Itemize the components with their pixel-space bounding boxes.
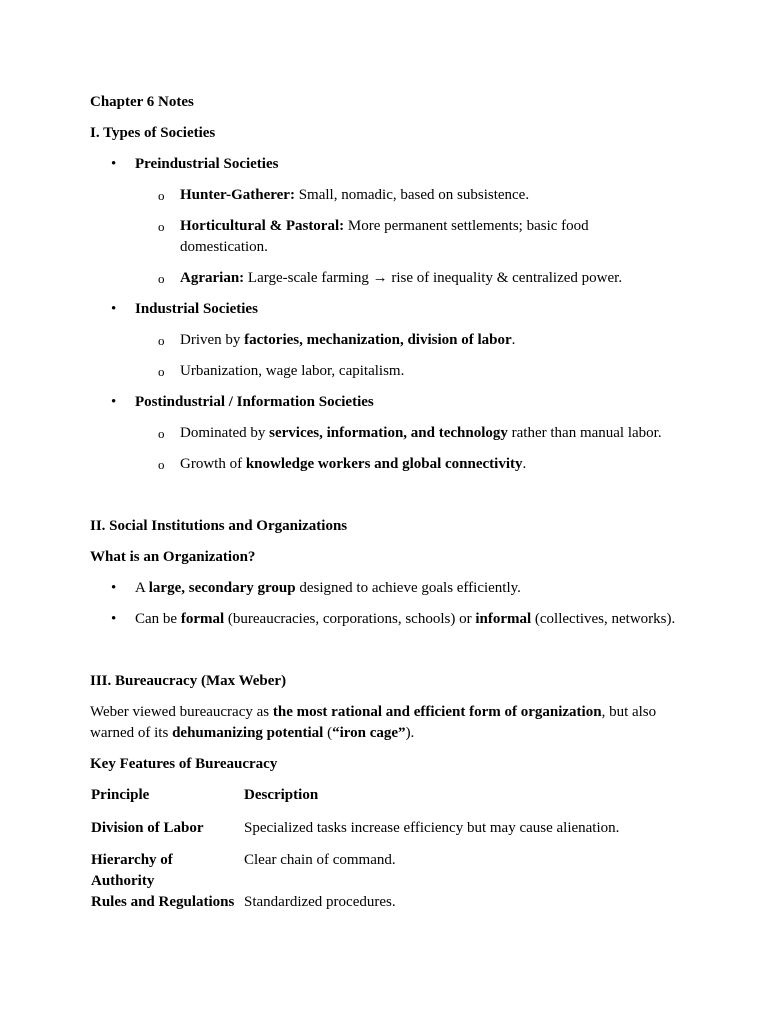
sub-item-agrarian [90, 268, 680, 289]
agrarian-label: Agrarian: [180, 270, 245, 286]
industrial-title: Industrial Societies [135, 301, 258, 317]
urbanization-text: Urbanization, wage labor, capitalism. [180, 363, 405, 379]
table-header-description: Description [244, 787, 319, 803]
weber-p6: “iron cage” [332, 725, 406, 741]
weber-p2: the most rational and efficient form of organization [272, 704, 602, 720]
section-3-heading: III. Bureaucracy (Max Weber) [90, 673, 287, 689]
org-i2d: informal [475, 611, 532, 627]
post-a1: Dominated by [180, 425, 270, 441]
sub-item-horticultural [90, 216, 680, 258]
table-cell-principle: Hierarchy of Authority [91, 852, 173, 889]
sub-item-services [90, 423, 680, 444]
key-features-heading: Key Features of Bureaucracy [90, 756, 278, 772]
weber-p1: Weber viewed bureaucracy as [90, 704, 273, 720]
sub-item-knowledge-workers [90, 454, 680, 475]
org-i2c: (bureaucracies, corporations, schools) or [224, 611, 476, 627]
bullet-icon: • [111, 301, 117, 317]
list-item-organization-types [90, 609, 680, 630]
table-row [90, 850, 678, 892]
table-row [90, 818, 678, 851]
industrial-a1: Driven by [180, 332, 245, 348]
hunter-gatherer-label: Hunter-Gatherer: [180, 187, 295, 203]
sub-item-urbanization [90, 361, 680, 382]
org-i1c: designed to achieve goals efficiently. [295, 580, 521, 596]
weber-p3: , but also warned of its [90, 704, 657, 741]
sub-item-hunter-gatherer [90, 185, 680, 206]
table-header-row [90, 785, 678, 818]
bullet-icon: • [111, 156, 117, 172]
document-content [90, 92, 680, 925]
section-1-heading: I. Types of Societies [90, 125, 216, 141]
weber-p5: ( [323, 725, 333, 741]
hunter-gatherer-text: Small, nomadic, based on subsistence. [294, 187, 530, 203]
sub-bullet-icon: o [158, 333, 165, 348]
agrarian-text-b: rise of inequality & centralized power. [387, 270, 623, 286]
spacer [90, 485, 680, 516]
table-cell-description: Standardized procedures. [244, 894, 396, 910]
sub-bullet-icon: o [158, 457, 165, 472]
sub-bullet-icon: o [158, 188, 165, 203]
bureaucracy-table [90, 785, 678, 925]
table-cell-description: Clear chain of command. [244, 852, 396, 868]
document-title: Chapter 6 Notes [90, 94, 194, 110]
spacer [90, 640, 680, 671]
sub-bullet-icon: o [158, 364, 165, 379]
org-i2a: Can be [135, 611, 181, 627]
sub-bullet-icon: o [158, 219, 165, 234]
postindustrial-title: Postindustrial / Information Societies [135, 394, 374, 410]
table-header-principle: Principle [91, 787, 150, 803]
org-i2e: (collectives, networks). [531, 611, 676, 627]
horticultural-label: Horticultural & Pastoral: [180, 218, 345, 234]
sub-bullet-icon: o [158, 426, 165, 441]
industrial-a3: . [511, 332, 516, 348]
horticultural-text: More permanent settlements; basic food domestication. [180, 218, 589, 255]
list-item-postindustrial [90, 392, 680, 413]
org-i2b: formal [180, 611, 225, 627]
list-item-organization-definition [90, 578, 680, 599]
table-cell-description: Specialized tasks increase efficiency but may cause alienation. [244, 819, 620, 836]
table-cell-principle: Rules and Regulations [91, 894, 235, 910]
weber-p7: ). [405, 725, 415, 741]
industrial-a2: factories, mechanization, division of labor [244, 332, 512, 348]
list-item-preindustrial [90, 154, 680, 175]
list-item-industrial [90, 299, 680, 320]
post-b2: knowledge workers and global connectivity [245, 456, 523, 472]
table-cell-principle: Division of Labor [91, 819, 204, 836]
post-a3: rather than manual labor. [507, 425, 662, 441]
org-i1b: large, secondary group [148, 580, 296, 596]
arrow-right-icon: → [372, 270, 388, 286]
weber-p4: dehumanizing potential [172, 725, 324, 741]
sub-item-industrial-drivers [90, 330, 680, 351]
post-b3: . [522, 456, 527, 472]
post-b1: Growth of [180, 456, 246, 472]
section-2-heading: II. Social Institutions and Organizations [90, 518, 348, 534]
table-row [90, 892, 678, 925]
agrarian-text-a: Large-scale farming [244, 270, 373, 286]
preindustrial-title: Preindustrial Societies [135, 156, 279, 172]
org-i1a: A [135, 580, 149, 596]
weber-paragraph [90, 702, 680, 744]
bullet-icon: • [111, 394, 117, 410]
section-2-subheading: What is an Organization? [90, 549, 256, 565]
post-a2: services, information, and technology [269, 425, 508, 441]
bullet-icon: • [111, 611, 117, 627]
bullet-icon: • [111, 580, 117, 596]
sub-bullet-icon: o [158, 271, 165, 286]
